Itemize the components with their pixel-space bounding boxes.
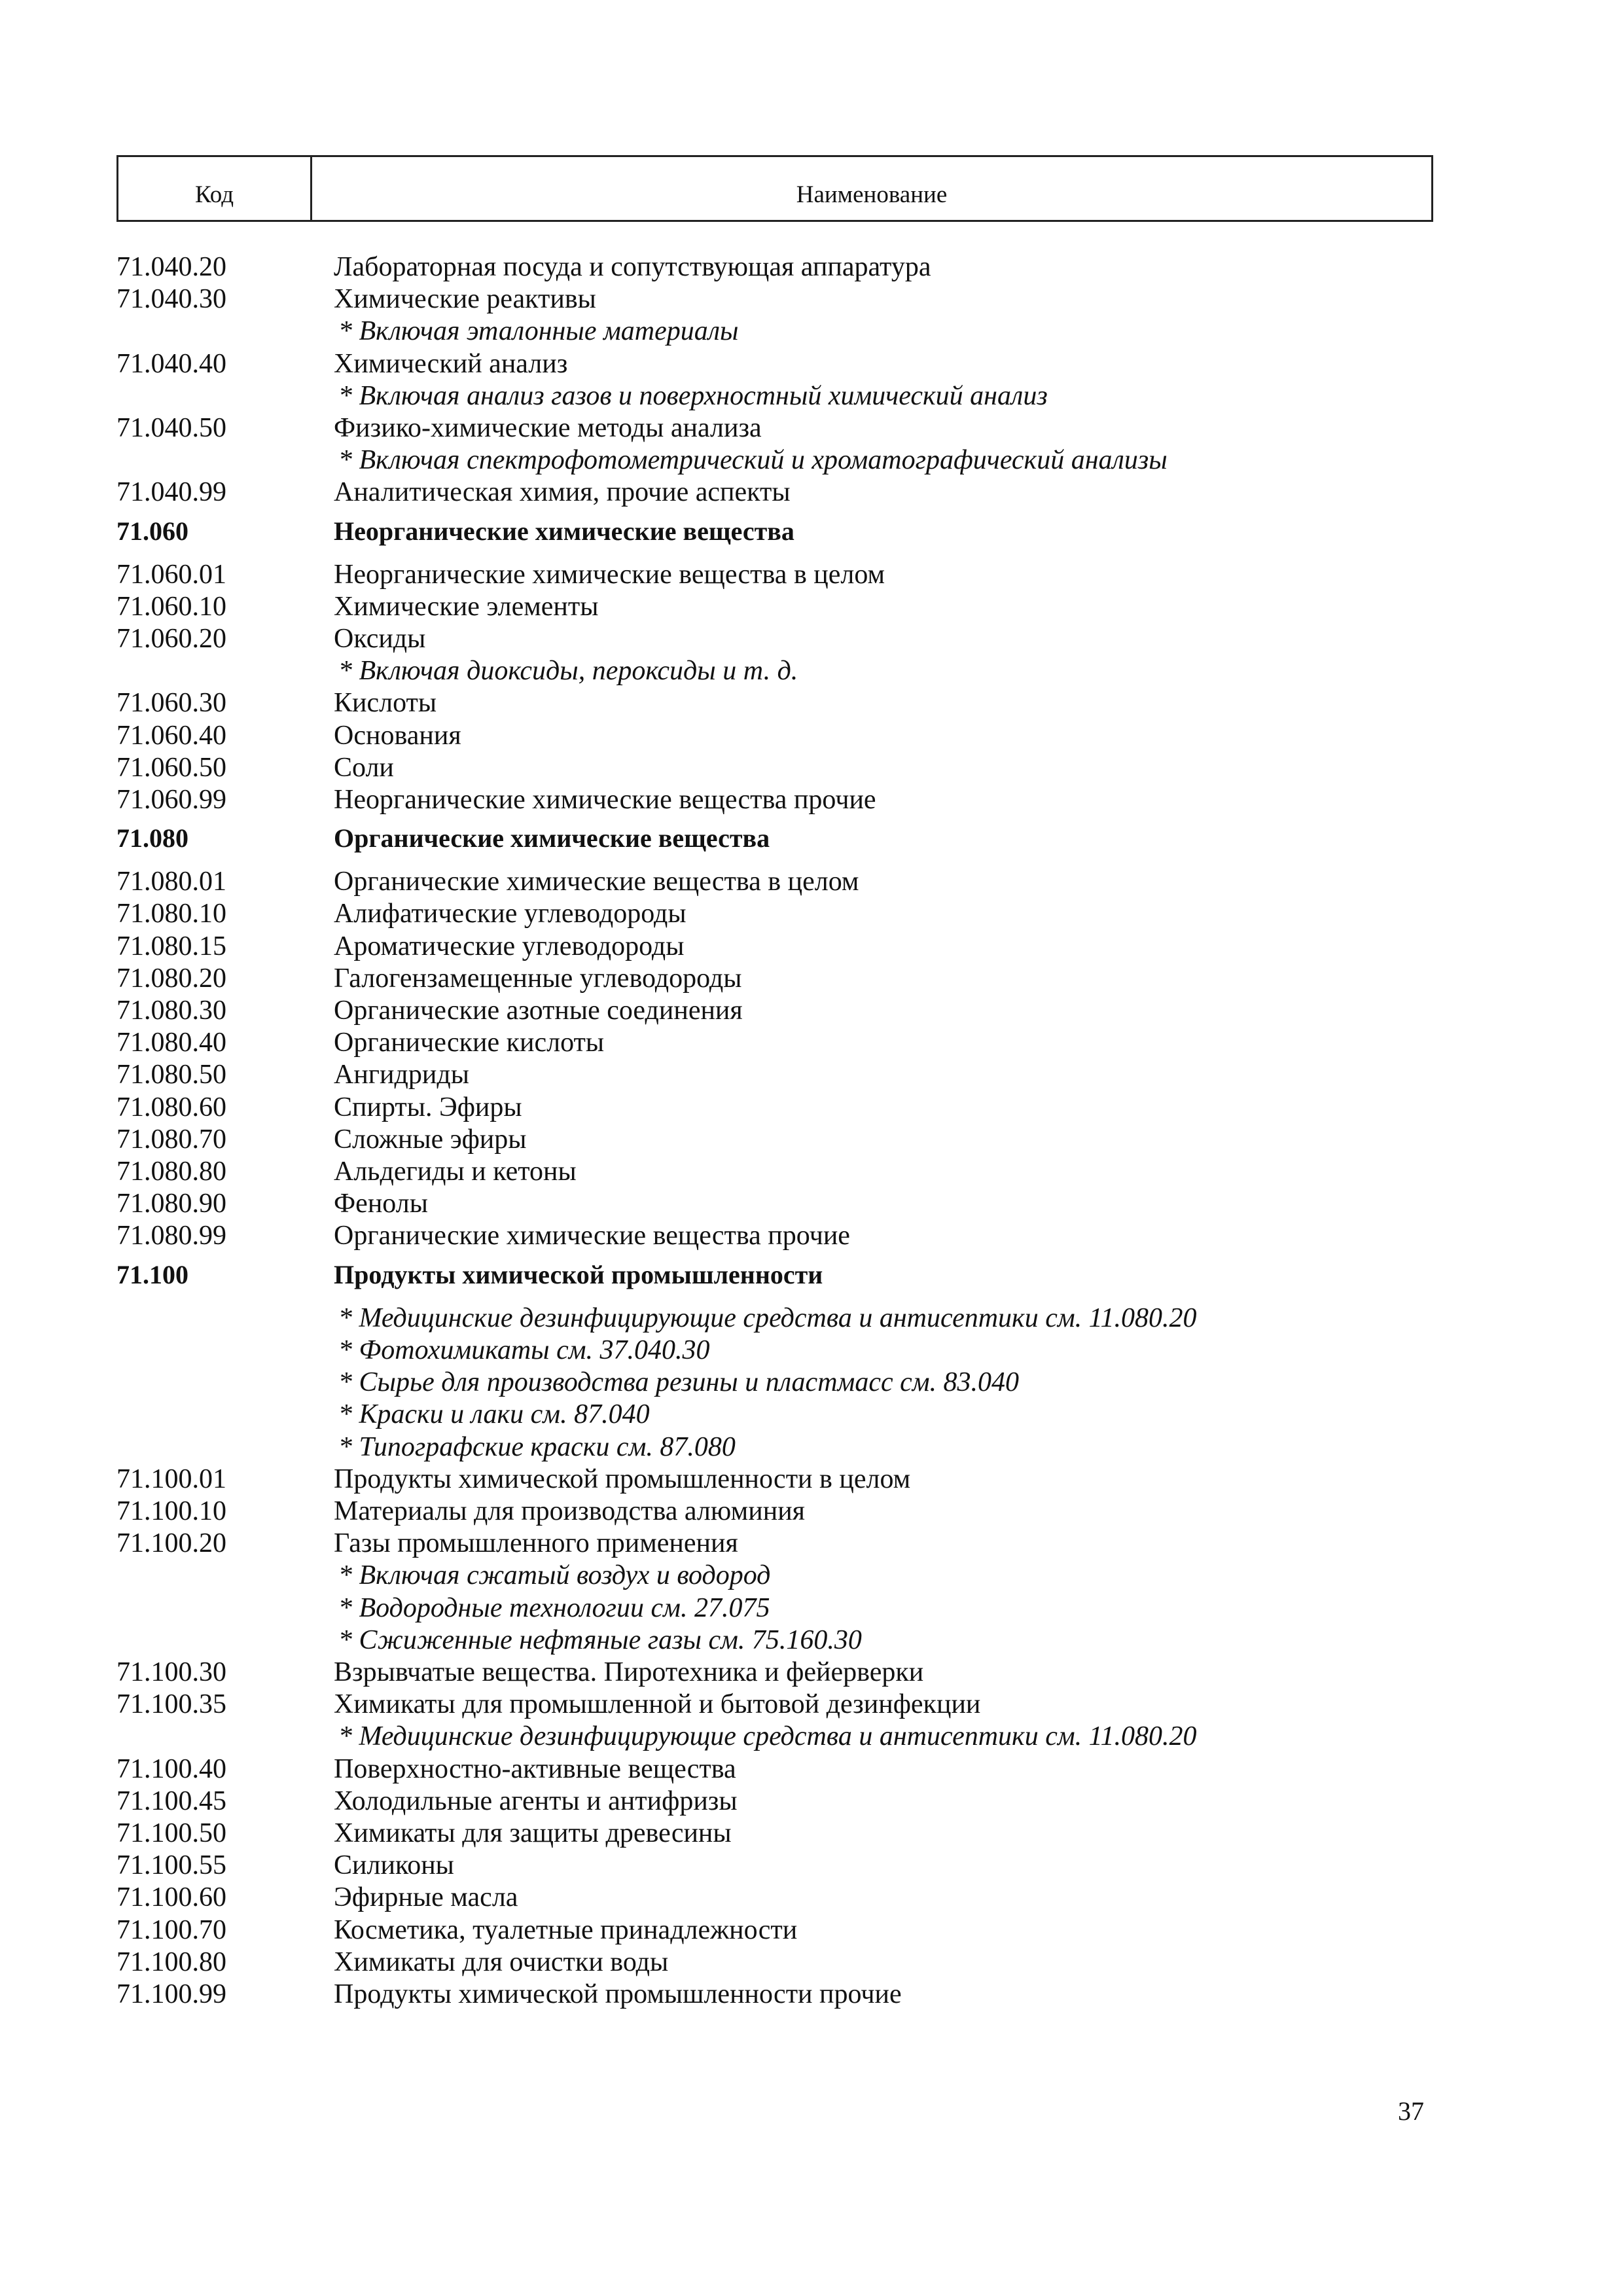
classification-list <box>116 251 1433 2011</box>
row-name: Органические химические вещества <box>334 823 770 853</box>
table-row <box>116 251 1433 283</box>
row-name: Кислоты <box>334 688 437 719</box>
row-code: 71.100.01 <box>116 1463 226 1494</box>
row-name: Химические реактивы <box>334 284 596 315</box>
note-row <box>116 1367 1433 1399</box>
table-row <box>116 1785 1433 1818</box>
row-name: Лабораторная посуда и сопутствующая аппаратура <box>334 252 931 282</box>
row-code: 71.060.20 <box>116 624 226 655</box>
row-name: Материалы для производства алюминия <box>334 1496 805 1526</box>
table-row <box>116 784 1433 816</box>
row-name: Оксиды <box>334 624 426 655</box>
row-note: * Включая сжатый воздух и водород <box>338 1560 771 1591</box>
header-name: Наименование <box>796 181 948 208</box>
note-row <box>116 1592 1433 1624</box>
row-note: * Сжиженные нефтяные газы см. 75.160.30 <box>338 1624 862 1655</box>
table-row <box>116 1882 1433 1914</box>
table-row <box>116 1188 1433 1220</box>
row-name: Галогензамещенные углеводороды <box>334 963 742 994</box>
row-code: 71.080.99 <box>116 1221 226 1251</box>
row-code: 71.100.40 <box>116 1753 226 1784</box>
table-row <box>116 931 1433 963</box>
row-code <box>116 315 334 348</box>
row-name: Органические азотные соединения <box>334 996 743 1026</box>
row-name: Химический анализ <box>334 348 568 379</box>
row-code <box>116 1431 334 1463</box>
row-name: Силиконы <box>334 1850 454 1881</box>
note-row <box>116 655 1433 687</box>
row-code <box>116 1624 334 1657</box>
note-row <box>116 1431 1433 1463</box>
row-name: Холодильные агенты и антифризы <box>334 1785 738 1816</box>
row-code <box>116 1399 334 1431</box>
row-code: 71.040.40 <box>116 348 226 379</box>
table-row <box>116 1753 1433 1785</box>
row-note: * Включая спектрофотометрический и хроматографический анализы <box>338 445 1168 476</box>
row-code <box>116 1592 334 1624</box>
row-code: 71.080.40 <box>116 1028 226 1058</box>
note-row <box>116 1335 1433 1367</box>
row-name: Органические кислоты <box>334 1028 605 1058</box>
row-code: 71.060.99 <box>116 785 226 816</box>
row-code: 71.040.99 <box>116 477 226 508</box>
table-row <box>116 995 1433 1027</box>
row-name: Косметика, туалетные принадлежности <box>334 1914 798 1945</box>
row-note: * Фотохимикаты см. 37.040.30 <box>338 1335 710 1365</box>
row-code: 71.080.01 <box>116 867 226 897</box>
row-name: Спирты. Эфиры <box>334 1092 522 1122</box>
table-row <box>116 1657 1433 1689</box>
row-name: Продукты химической промышленности <box>334 1259 823 1289</box>
row-code: 71.060.01 <box>116 559 226 590</box>
table-row <box>116 1027 1433 1059</box>
row-code: 71.080.10 <box>116 899 226 929</box>
section-heading <box>116 820 1433 857</box>
row-code: 71.080.70 <box>116 1124 226 1155</box>
table-row <box>116 1528 1433 1560</box>
row-name: Неорганические химические вещества в целом <box>334 559 885 590</box>
note-row <box>116 1560 1433 1592</box>
row-name: Фенолы <box>334 1189 428 1219</box>
table-row <box>116 559 1433 591</box>
row-note: * Медицинские дезинфицирующие средства и антисептики см. 11.080.20 <box>338 1302 1197 1333</box>
row-name: Неорганические химические вещества <box>334 516 794 546</box>
row-code: 71.040.30 <box>116 284 226 315</box>
row-note: * Включая эталонные материалы <box>338 316 739 347</box>
row-name: Эфирные масла <box>334 1882 518 1913</box>
row-name: Химические элементы <box>334 591 599 622</box>
table-row <box>116 348 1433 380</box>
table-row <box>116 1850 1433 1882</box>
table-row <box>116 1220 1433 1252</box>
row-name: Альдегиды и кетоны <box>334 1157 577 1187</box>
row-name: Газы промышленного применения <box>334 1528 738 1559</box>
note-row <box>116 315 1433 348</box>
row-code: 71.040.20 <box>116 252 226 282</box>
row-code: 71.040.50 <box>116 413 226 444</box>
row-code: 71.080.80 <box>116 1157 226 1187</box>
row-code: 71.060.40 <box>116 720 226 751</box>
row-code: 71.100.60 <box>116 1882 226 1913</box>
table-row <box>116 1059 1433 1091</box>
row-code: 71.080 <box>116 823 188 853</box>
table-header <box>116 155 1433 222</box>
row-note: * Включая диоксиды, пероксиды и т. д. <box>338 656 798 687</box>
row-code: 71.080.30 <box>116 996 226 1026</box>
row-note: * Краски и лаки см. 87.040 <box>338 1399 650 1430</box>
row-name: Органические химические вещества в целом <box>334 867 859 897</box>
table-row <box>116 1818 1433 1850</box>
row-code: 71.060.50 <box>116 752 226 783</box>
row-name: Сложные эфиры <box>334 1124 527 1155</box>
row-code <box>116 444 334 476</box>
row-name: Продукты химической промышленности прочие <box>334 1979 902 2009</box>
row-code <box>116 1721 334 1753</box>
row-name: Соли <box>334 752 394 783</box>
row-code: 71.080.50 <box>116 1060 226 1090</box>
section-heading <box>116 1257 1433 1293</box>
row-name: Неорганические химические вещества прочие <box>334 785 876 816</box>
row-name: Взрывчатые вещества. Пиротехника и фейерверки <box>334 1657 924 1687</box>
row-name: Продукты химической промышленности в целом <box>334 1463 911 1494</box>
row-code: 71.100.45 <box>116 1785 226 1816</box>
note-row <box>116 380 1433 412</box>
row-note: * Включая анализ газов и поверхностный химический анализ <box>338 380 1048 411</box>
row-code: 71.100 <box>116 1259 188 1289</box>
row-code: 71.100.10 <box>116 1496 226 1526</box>
table-row <box>116 898 1433 930</box>
row-note: * Типографские краски см. 87.080 <box>338 1431 736 1462</box>
row-name: Ангидриды <box>334 1060 469 1090</box>
row-name: Химикаты для защиты древесины <box>334 1818 732 1848</box>
row-name: Химикаты для промышленной и бытовой дезинфекции <box>334 1689 981 1720</box>
row-code: 71.100.35 <box>116 1689 226 1720</box>
table-row <box>116 1463 1433 1496</box>
row-code: 71.060 <box>116 516 188 546</box>
page-number: 37 <box>1398 2096 1424 2126</box>
table-row <box>116 412 1433 444</box>
table-row <box>116 687 1433 719</box>
section-heading <box>116 513 1433 550</box>
row-code: 71.100.30 <box>116 1657 226 1687</box>
row-name: Алифатические углеводороды <box>334 899 687 929</box>
row-note: * Медицинские дезинфицирующие средства и антисептики см. 11.080.20 <box>338 1721 1197 1752</box>
row-code: 71.100.55 <box>116 1850 226 1881</box>
header-code: Код <box>118 157 312 220</box>
table-row <box>116 866 1433 898</box>
row-name: Основания <box>334 720 461 751</box>
table-row <box>116 1689 1433 1721</box>
row-note: * Водородные технологии см. 27.075 <box>338 1592 770 1623</box>
row-code: 71.100.50 <box>116 1818 226 1848</box>
row-code: 71.080.90 <box>116 1189 226 1219</box>
table-row <box>116 283 1433 315</box>
row-name: Физико-химические методы анализа <box>334 413 762 444</box>
table-row <box>116 476 1433 509</box>
row-code: 71.060.10 <box>116 591 226 622</box>
row-code <box>116 655 334 687</box>
row-code: 71.080.20 <box>116 963 226 994</box>
row-code <box>116 1560 334 1592</box>
table-row <box>116 1124 1433 1156</box>
row-code: 71.060.30 <box>116 688 226 719</box>
table-row <box>116 720 1433 752</box>
table-row <box>116 752 1433 784</box>
row-name: Химикаты для очистки воды <box>334 1946 669 1977</box>
row-code: 71.100.80 <box>116 1946 226 1977</box>
table-row <box>116 623 1433 655</box>
note-row <box>116 1399 1433 1431</box>
table-row <box>116 1979 1433 2011</box>
table-row <box>116 1156 1433 1188</box>
row-name: Аналитическая химия, прочие аспекты <box>334 477 791 508</box>
row-code: 71.100.70 <box>116 1914 226 1945</box>
note-row <box>116 444 1433 476</box>
row-code: 71.080.60 <box>116 1092 226 1122</box>
row-name: Органические химические вещества прочие <box>334 1221 850 1251</box>
row-name: Поверхностно-активные вещества <box>334 1753 736 1784</box>
table-row <box>116 1946 1433 1979</box>
row-code <box>116 380 334 412</box>
table-row <box>116 1914 1433 1946</box>
table-row <box>116 1496 1433 1528</box>
note-row <box>116 1721 1433 1753</box>
row-code: 71.100.99 <box>116 1979 226 2009</box>
table-row <box>116 591 1433 623</box>
row-code <box>116 1367 334 1399</box>
row-code <box>116 1302 334 1335</box>
note-row <box>116 1624 1433 1657</box>
note-row <box>116 1302 1433 1335</box>
table-row <box>116 1092 1433 1124</box>
row-note: * Сырье для производства резины и пластмасс см. 83.040 <box>338 1367 1020 1398</box>
row-code <box>116 1335 334 1367</box>
row-code: 71.080.15 <box>116 931 226 961</box>
row-code: 71.100.20 <box>116 1528 226 1559</box>
table-row <box>116 963 1433 995</box>
row-name: Ароматические углеводороды <box>334 931 685 961</box>
